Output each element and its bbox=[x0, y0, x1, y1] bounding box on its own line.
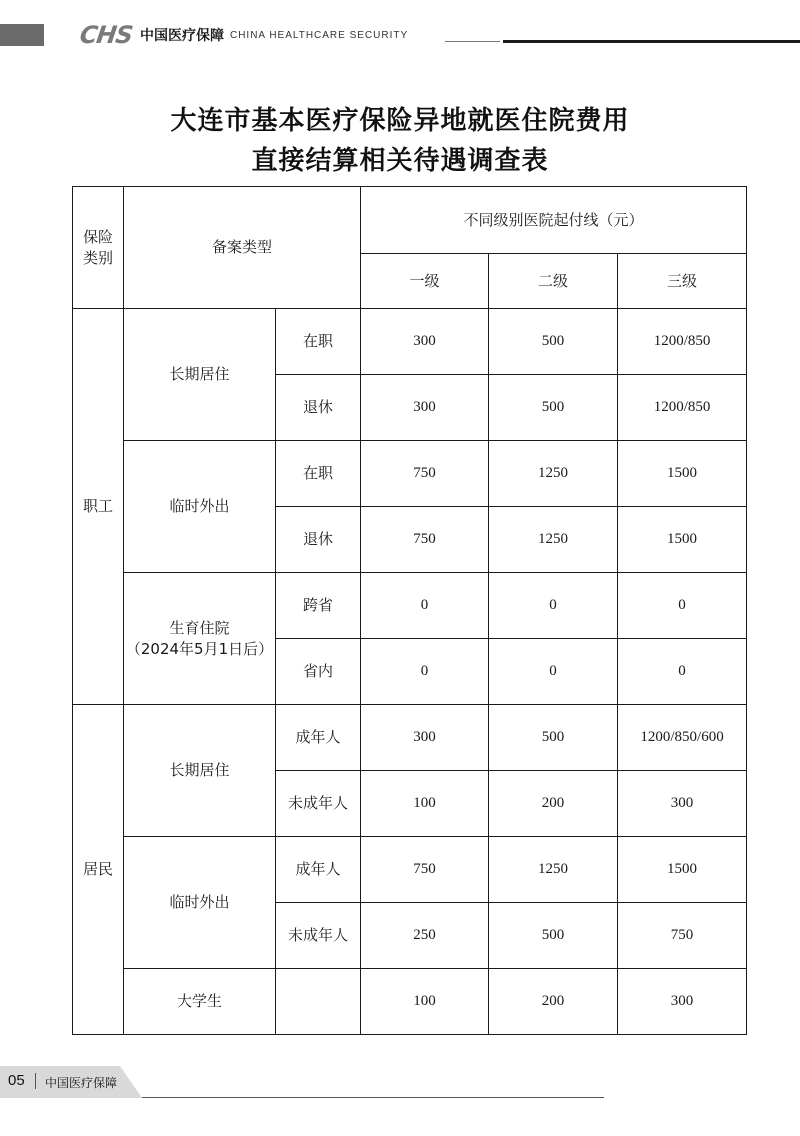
value-level-1: 750 bbox=[361, 837, 489, 903]
value-level-3: 750 bbox=[618, 903, 747, 969]
value-level-1: 100 bbox=[361, 771, 489, 837]
value-level-3: 1200/850 bbox=[618, 375, 747, 441]
brand-en: CHINA HEALTHCARE SECURITY bbox=[229, 29, 409, 41]
value-level-3: 1200/850/600 bbox=[618, 705, 747, 771]
filing-long-term: 长期居住 bbox=[124, 705, 276, 837]
header-level-3: 三级 bbox=[618, 254, 747, 309]
filing-long-term: 长期居住 bbox=[124, 309, 276, 441]
value-level-2: 500 bbox=[489, 705, 618, 771]
table-row bbox=[73, 837, 747, 903]
page-title-line2: 直接结算相关待遇调查表 bbox=[251, 146, 549, 176]
value-level-3: 300 bbox=[618, 771, 747, 837]
value-level-3: 1500 bbox=[618, 837, 747, 903]
category-employee: 职工 bbox=[73, 309, 124, 705]
page-title-line1: 大连市基本医疗保险异地就医住院费用 bbox=[170, 106, 630, 136]
category-resident: 居民 bbox=[73, 705, 124, 1035]
value-level-1: 300 bbox=[361, 375, 489, 441]
sub-type: 未成年人 bbox=[276, 771, 361, 837]
header-brand bbox=[80, 22, 408, 48]
brand-cn: 中国医疗保障 bbox=[139, 28, 224, 44]
header-level-2: 二级 bbox=[489, 254, 618, 309]
header-rule-thin bbox=[445, 41, 500, 42]
value-level-3: 300 bbox=[618, 969, 747, 1035]
benefit-table bbox=[72, 186, 747, 1035]
filing-temporary: 临时外出 bbox=[124, 837, 276, 969]
sub-type bbox=[276, 969, 361, 1035]
header-rule-thick bbox=[503, 40, 800, 43]
value-level-2: 0 bbox=[489, 639, 618, 705]
sub-type: 退休 bbox=[276, 375, 361, 441]
sub-type: 退休 bbox=[276, 507, 361, 573]
value-level-3: 0 bbox=[618, 639, 747, 705]
footer-brand: 中国医疗保障 bbox=[45, 1076, 118, 1090]
filing-temporary: 临时外出 bbox=[124, 441, 276, 573]
sub-type: 省内 bbox=[276, 639, 361, 705]
header-accent-bar bbox=[0, 24, 44, 46]
value-level-1: 100 bbox=[361, 969, 489, 1035]
table-row bbox=[73, 573, 747, 639]
table-row bbox=[73, 441, 747, 507]
sub-type: 跨省 bbox=[276, 573, 361, 639]
value-level-1: 300 bbox=[361, 309, 489, 375]
table-row bbox=[73, 309, 747, 375]
sub-type: 成年人 bbox=[276, 837, 361, 903]
value-level-2: 200 bbox=[489, 969, 618, 1035]
value-level-1: 300 bbox=[361, 705, 489, 771]
value-level-2: 1250 bbox=[489, 441, 618, 507]
header-filing-type: 备案类型 bbox=[124, 187, 361, 309]
sub-type: 在职 bbox=[276, 309, 361, 375]
header-insurance-type: 保险 类别 bbox=[73, 187, 124, 309]
header-level-1: 一级 bbox=[361, 254, 489, 309]
value-level-2: 500 bbox=[489, 309, 618, 375]
value-level-3: 1500 bbox=[618, 507, 747, 573]
value-level-1: 750 bbox=[361, 507, 489, 573]
value-level-3: 1200/850 bbox=[618, 309, 747, 375]
value-level-3: 0 bbox=[618, 573, 747, 639]
filing-college: 大学生 bbox=[124, 969, 276, 1035]
value-level-2: 500 bbox=[489, 903, 618, 969]
sub-type: 成年人 bbox=[276, 705, 361, 771]
header-threshold: 不同级别医院起付线（元） bbox=[361, 187, 747, 254]
value-level-1: 250 bbox=[361, 903, 489, 969]
value-level-2: 1250 bbox=[489, 507, 618, 573]
chs-logo: CHS bbox=[78, 21, 134, 49]
page-number: 05 bbox=[8, 1072, 25, 1089]
footer-rule bbox=[142, 1097, 604, 1098]
table-header-row bbox=[73, 187, 747, 254]
value-level-3: 1500 bbox=[618, 441, 747, 507]
value-level-1: 0 bbox=[361, 573, 489, 639]
table-row bbox=[73, 969, 747, 1035]
value-level-2: 200 bbox=[489, 771, 618, 837]
table-row bbox=[73, 705, 747, 771]
sub-type: 未成年人 bbox=[276, 903, 361, 969]
value-level-1: 750 bbox=[361, 441, 489, 507]
filing-maternity: 生育住院 （2024年5月1日后） bbox=[124, 573, 276, 705]
value-level-2: 1250 bbox=[489, 837, 618, 903]
value-level-1: 0 bbox=[361, 639, 489, 705]
value-level-2: 500 bbox=[489, 375, 618, 441]
sub-type: 在职 bbox=[276, 441, 361, 507]
footer-separator bbox=[35, 1073, 36, 1089]
value-level-2: 0 bbox=[489, 573, 618, 639]
